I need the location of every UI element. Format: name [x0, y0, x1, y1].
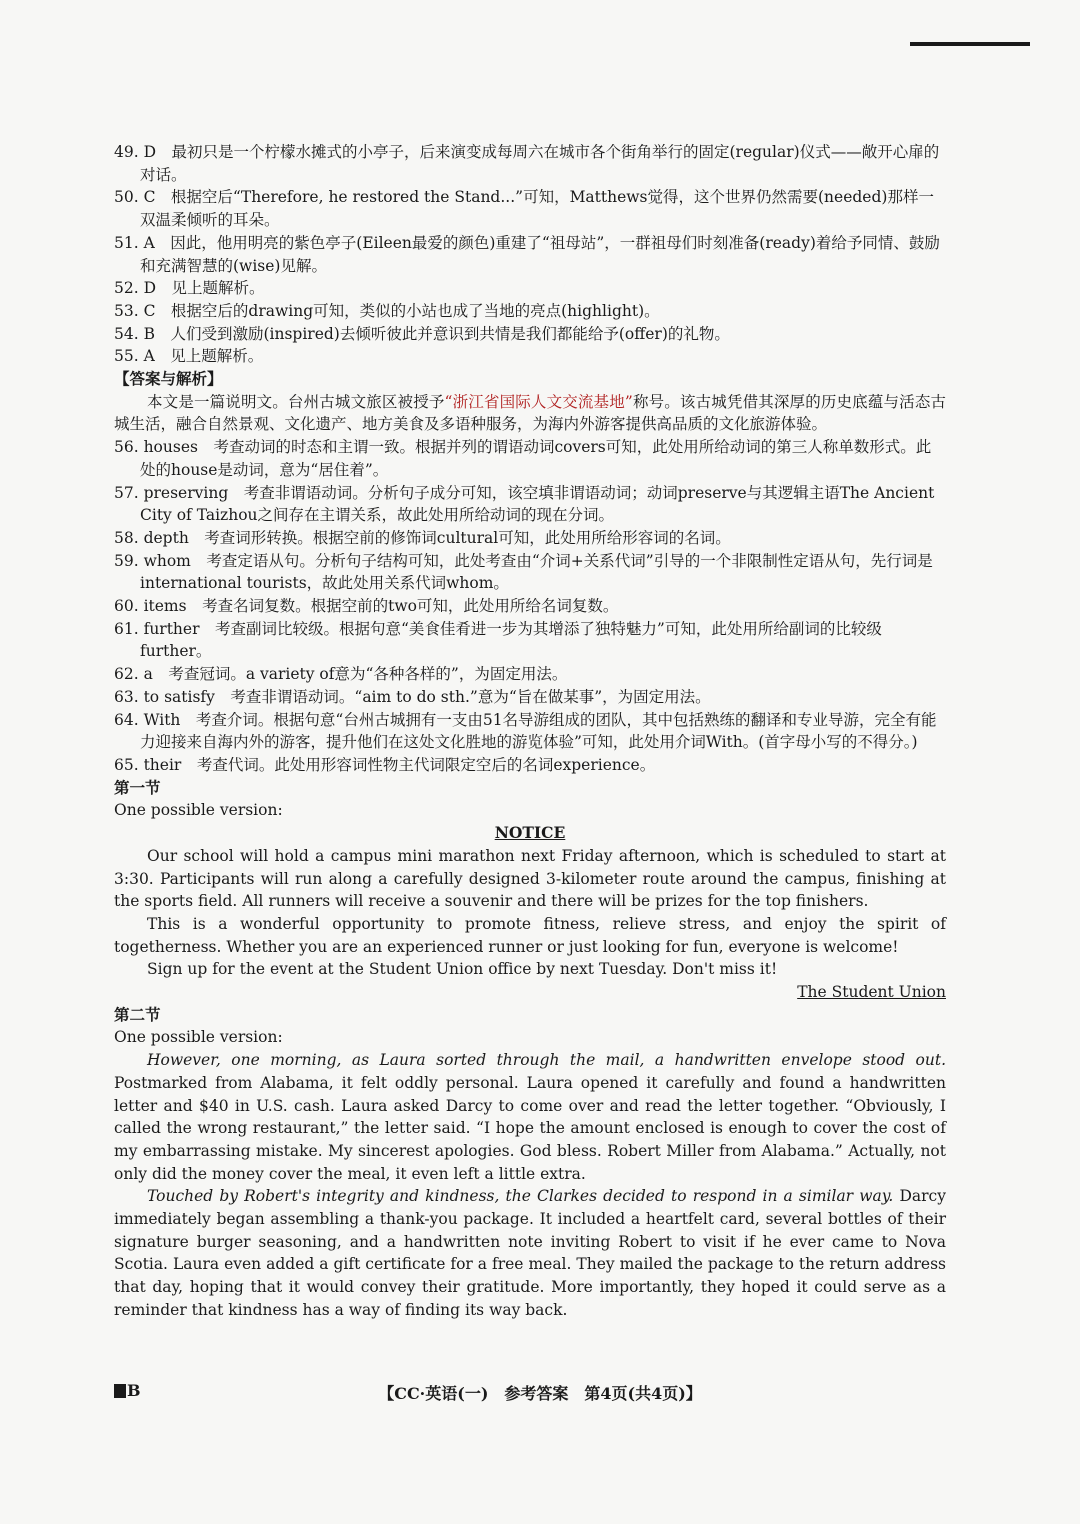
page-footer — [0, 1381, 1080, 1411]
answer-item: 57. preserving 考查非谓语动词。分析句子成分可知，该空填非谓语动词；动词preserve与其逻辑主语The Ancient City of Taizhou之间存在主谓关系，故此处用所给动词的现在分词。 — [114, 483, 935, 525]
answer-heading: 【答案与解析】 — [114, 369, 223, 389]
story-paragraph — [114, 1185, 946, 1321]
answer-item: 53. C 根据空后的drawing可知，类似的小站也成了当地的亮点(highlight)。 — [114, 301, 660, 320]
answer-item: 58. depth 考查词形转换。根据空前的修饰词cultural可知，此处用所给形容词的名词。 — [114, 528, 731, 547]
story-lead: Touched by Robert's integrity and kindness, the Clarkes decided to respond in a similar way. — [147, 1187, 894, 1206]
answer-page — [114, 141, 946, 1322]
grammar-answers — [114, 436, 946, 777]
answer-item: 55. A 见上题解析。 — [114, 347, 264, 366]
answer-item: 52. D 见上题解析。 — [114, 279, 265, 298]
answer-item: 56. houses 考查动词的时态和主谓一致。根据并列的谓语动词covers可知，此处用所给动词的第三人称单数形式。此处的house是动词，意为“居住着”。 — [114, 438, 932, 479]
section-heading: 第二节 — [114, 1004, 161, 1024]
answer-item: 49. D 最初只是一个柠檬水摊式的小亭子，后来演变成每周六在城市各个街角举行的固定(regular)仪式——敞开心扉的对话。 — [114, 143, 940, 184]
top-rule — [910, 42, 1030, 46]
footer-letter: B — [127, 1381, 141, 1400]
section-heading: 第一节 — [114, 777, 161, 797]
summary-text: 本文是一篇说明文。台州古城文旅区被授予 — [147, 392, 445, 411]
story-text: Darcy immediately began assembling a thank-you package. It included a heartfelt card, several bottles of their signature burger seasoning, and a handwritten note inviting Robert to visit if he ever came to Nova Scotia. Laura even added a gift certificate for a free meal. They mailed the package to the return address that day, hoping that it would convey their gratitude. More importantly, they hoped it could serve as a reminder that kindness has a way of finding its way back. — [114, 1187, 946, 1319]
passage-summary — [114, 391, 946, 436]
answer-item: 62. a 考查冠词。a variety of意为“各种各样的”，为固定用法。 — [114, 665, 568, 684]
answer-item: 64. With 考查介词。根据句意“台州古城拥有一支由51名导游组成的团队，其中包括熟练的翻译和专业导游，完全有能力迎接来自海内外的游客，提升他们在这处文化胜地的游览体验”可知，此处用介词With。(首字母小写的不得分。) — [114, 710, 937, 752]
story-lead: However, one morning, as Laura sorted through the mail, a handwritten envelope stood out. — [147, 1051, 946, 1070]
answer-item: 61. further 考查副词比较级。根据句意“美食佳肴进一步为其增添了独特魅力”可知，此处用所给副词的比较级further。 — [114, 619, 882, 661]
notice-paragraph: Our school will hold a campus mini marathon next Friday afternoon, which is scheduled to start at 3:30. Participants will run along a carefully designed 3-kilometer route around the campus, finishing at the sports field. All runners will receive a souvenir and there will be prizes for the top finishers. — [114, 846, 946, 911]
story-paragraph — [114, 1049, 946, 1185]
version-label: One possible version: — [114, 801, 283, 820]
version-label: One possible version: — [114, 1028, 283, 1047]
summary-text: 称号。该古城凭借其深厚的历史底蕴与活态古城生活，融合自然景观、文化遗产、地方美食及多语种服务，为海内外游客提供高品质的文化旅游体验。 — [114, 392, 946, 434]
notice-signature: The Student Union — [797, 983, 946, 1002]
answer-item: 50. C 根据空后“Therefore, he restored the Stand...”可知，Matthews觉得，这个世界仍然需要(needed)那样一双温柔倾听的耳朵。 — [114, 188, 934, 230]
answer-item: 59. whom 考查定语从句。分析句子结构可知，此处考查由“介词+关系代词”引导的一个非限制性定语从句，先行词是international tourists，故此处用关系代词whom。 — [114, 551, 933, 593]
answer-item: 54. B 人们受到激励(inspired)去倾听彼此并意识到共情是我们都能给予(offer)的礼物。 — [114, 324, 730, 343]
summary-highlight: “浙江省国际人文交流基地” — [444, 392, 633, 411]
story-text: Postmarked from Alabama, it felt oddly personal. Laura opened it carefully and found a handwritten letter and $40 in U.S. cash. Laura asked Darcy to come over and read the letter together. “Obviously, I called the wrong restaurant,” the letter said. “I hope the amount enclosed is enough to cover the cost of my embarrassing mistake. My sincerest apologies. God bless. Robert Miller from Alabama.” Actually, not only did the money cover the meal, it even left a little extra. — [114, 1073, 946, 1183]
notice-paragraph: This is a wonderful opportunity to promote fitness, relieve stress, and enjoy the spirit of togetherness. Whether you are an experienced runner or just looking for fun, everyone is welcome! — [114, 914, 946, 956]
answer-item: 60. items 考查名词复数。根据空前的two可知，此处用所给名词复数。 — [114, 597, 619, 616]
cloze-answers — [114, 141, 946, 368]
answer-item: 51. A 因此，他用明亮的紫色亭子(Eileen最爱的颜色)重建了“祖母站”，一群祖母们时刻准备(ready)着给予同情、鼓励和充满智慧的(wise)见解。 — [114, 233, 940, 275]
answer-item: 63. to satisfy 考查非谓语动词。“aim to do sth.”意为“旨在做某事”，为固定用法。 — [114, 687, 711, 706]
footer-title: 【CC·英语(一) 参考答案 第4页(共4页)】 — [378, 1384, 702, 1403]
answer-item: 65. their 考查代词。此处用形容词性物主代词限定空后的名词experience。 — [114, 755, 656, 774]
notice-paragraph: Sign up for the event at the Student Union office by next Tuesday. Don't miss it! — [147, 960, 778, 979]
notice-title: NOTICE — [494, 823, 566, 843]
